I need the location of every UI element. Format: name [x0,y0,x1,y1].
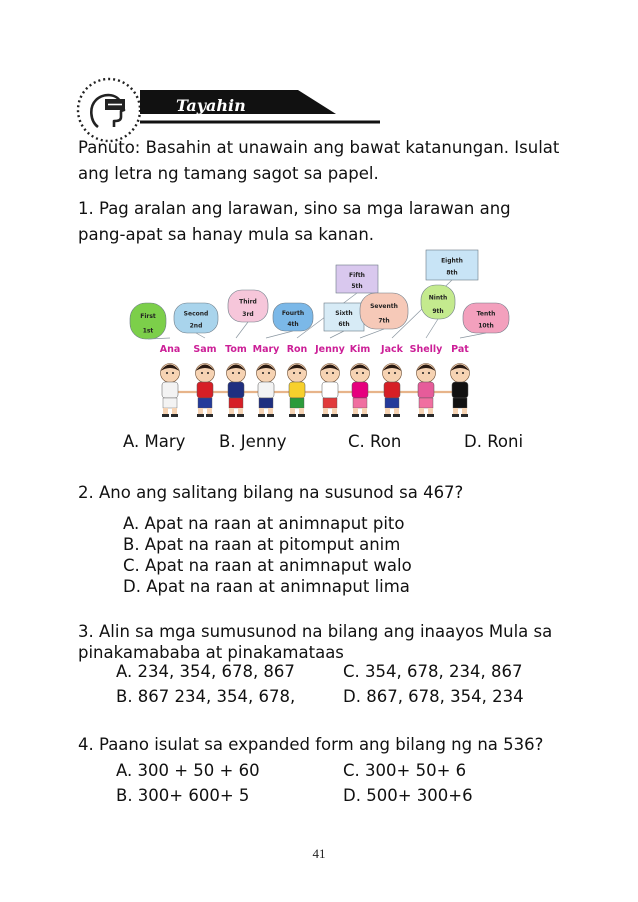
page-number: 41 [312,846,326,861]
ordinal-word: First [140,313,156,321]
bubble-pointer [236,322,248,338]
child-figure [161,364,180,418]
child-figure [351,364,370,418]
ordinal-bubble [273,303,313,331]
ordinal-word: Sixth [335,309,353,317]
ordinal-number: 9th [432,307,444,315]
child-name: Mary [252,344,280,355]
q3-option-c: C. 354, 678, 234, 867 [343,662,523,681]
ordinal-bubble [463,303,509,333]
child-name: Ron [286,344,308,355]
ordinal-number: 4th [287,320,299,328]
child-name: Shelly [409,344,443,355]
q2-option-c: C. Apat na raan at animnaput walo [123,556,412,575]
child-name: Jack [381,344,403,355]
q2-option-b: B. Apat na raan at pitomput anim [123,535,401,554]
q4-option-b: B. 300+ 600+ 5 [116,786,250,805]
child-figure [257,364,276,418]
ordinal-bubble [360,293,408,329]
ordinal-bubble [130,303,166,339]
ordinal-number: 3rd [242,311,254,319]
child-figure [417,364,436,418]
ordinal-word: Second [183,310,209,318]
section-title: Tayahin [176,96,246,115]
q4-option-d: D. 500+ 300+6 [343,786,473,805]
ordinal-word: Ninth [428,294,448,302]
q1-option-d: D. Roni [464,432,524,451]
child-figure [321,364,340,418]
bubble-pointer [426,319,438,338]
bubble-pointer [460,333,486,338]
q3-option-a: A. 234, 354, 678, 867 [116,662,295,681]
child-name: Sam [193,344,217,355]
q1-option-a: A. Mary [123,432,186,451]
child-name: Tom [225,344,247,355]
ordinal-number: 6th [338,320,350,328]
ordinal-number: 10th [478,322,494,330]
child-figure [451,364,470,418]
child-name: Ana [159,344,181,355]
q4-option-a: A. 300 + 50 + 60 [116,761,260,780]
q3-option-b: B. 867 234, 354, 678, [116,687,296,706]
ordinal-bubble [228,290,268,322]
child-name: Pat [451,344,469,355]
bubble-pointer [196,333,205,338]
q1-option-c: C. Ron [348,432,402,451]
child-figure [383,364,402,418]
q4-option-c: C. 300+ 50+ 6 [343,761,467,780]
ordinal-word: Seventh [370,303,398,311]
ordinal-bubble [324,303,364,331]
ordinal-number: 2nd [189,322,203,330]
child-figure [196,364,215,418]
instruction-line-2: ang letra ng tamang sagot sa papel. [78,164,379,183]
ordinal-number: 1st [142,327,154,335]
ordinal-number: 7th [378,317,390,325]
ordinal-word: Tenth [476,310,496,318]
q1-option-b: B. Jenny [219,432,287,451]
ordinal-number: 5th [351,282,363,290]
instruction-line-1: Panuto: Basahin at unawain ang bawat katanungan. Isulat [78,138,560,157]
ordinal-word: Eighth [441,257,463,265]
ordinal-word: Third [239,298,257,306]
child-name: Kim [349,344,371,355]
q2-option-a: A. Apat na raan at animnaput pito [123,514,405,533]
question-3-line-2: pinakamababa at pinakamataas [78,643,344,662]
ordinal-word: Fifth [349,271,365,279]
ordinal-bubble [421,285,455,319]
question-1-line-1: 1. Pag aralan ang larawan, sino sa mga larawan ang [78,199,511,218]
child-figure [227,364,246,418]
ordinal-bubble [426,250,478,280]
ordinal-bubble [174,303,218,333]
child-name: Jenny [315,344,345,355]
question-2-text: 2. Ano ang salitang bilang na susunod sa 467? [78,483,464,502]
q3-option-d: D. 867, 678, 354, 234 [343,687,524,706]
ordinal-children-illustration [108,245,533,420]
child-figure [288,364,307,418]
question-1-line-2: pang-apat sa hanay mula sa kanan. [78,225,375,244]
bubble-pointer [330,331,344,338]
ordinal-number: 8th [446,269,458,277]
question-4-text: 4. Paano isulat sa expanded form ang bilang ng na 536? [78,735,544,754]
question-3-line-1: 3. Alin sa mga sumusunod na bilang ang inaayos Mula sa [78,622,553,641]
ordinal-bubble [336,265,378,293]
header-banner [112,88,384,128]
q2-option-d: D. Apat na raan at animnaput lima [123,577,410,596]
ordinal-word: Fourth [281,309,305,317]
bubble-pointer [266,331,293,338]
